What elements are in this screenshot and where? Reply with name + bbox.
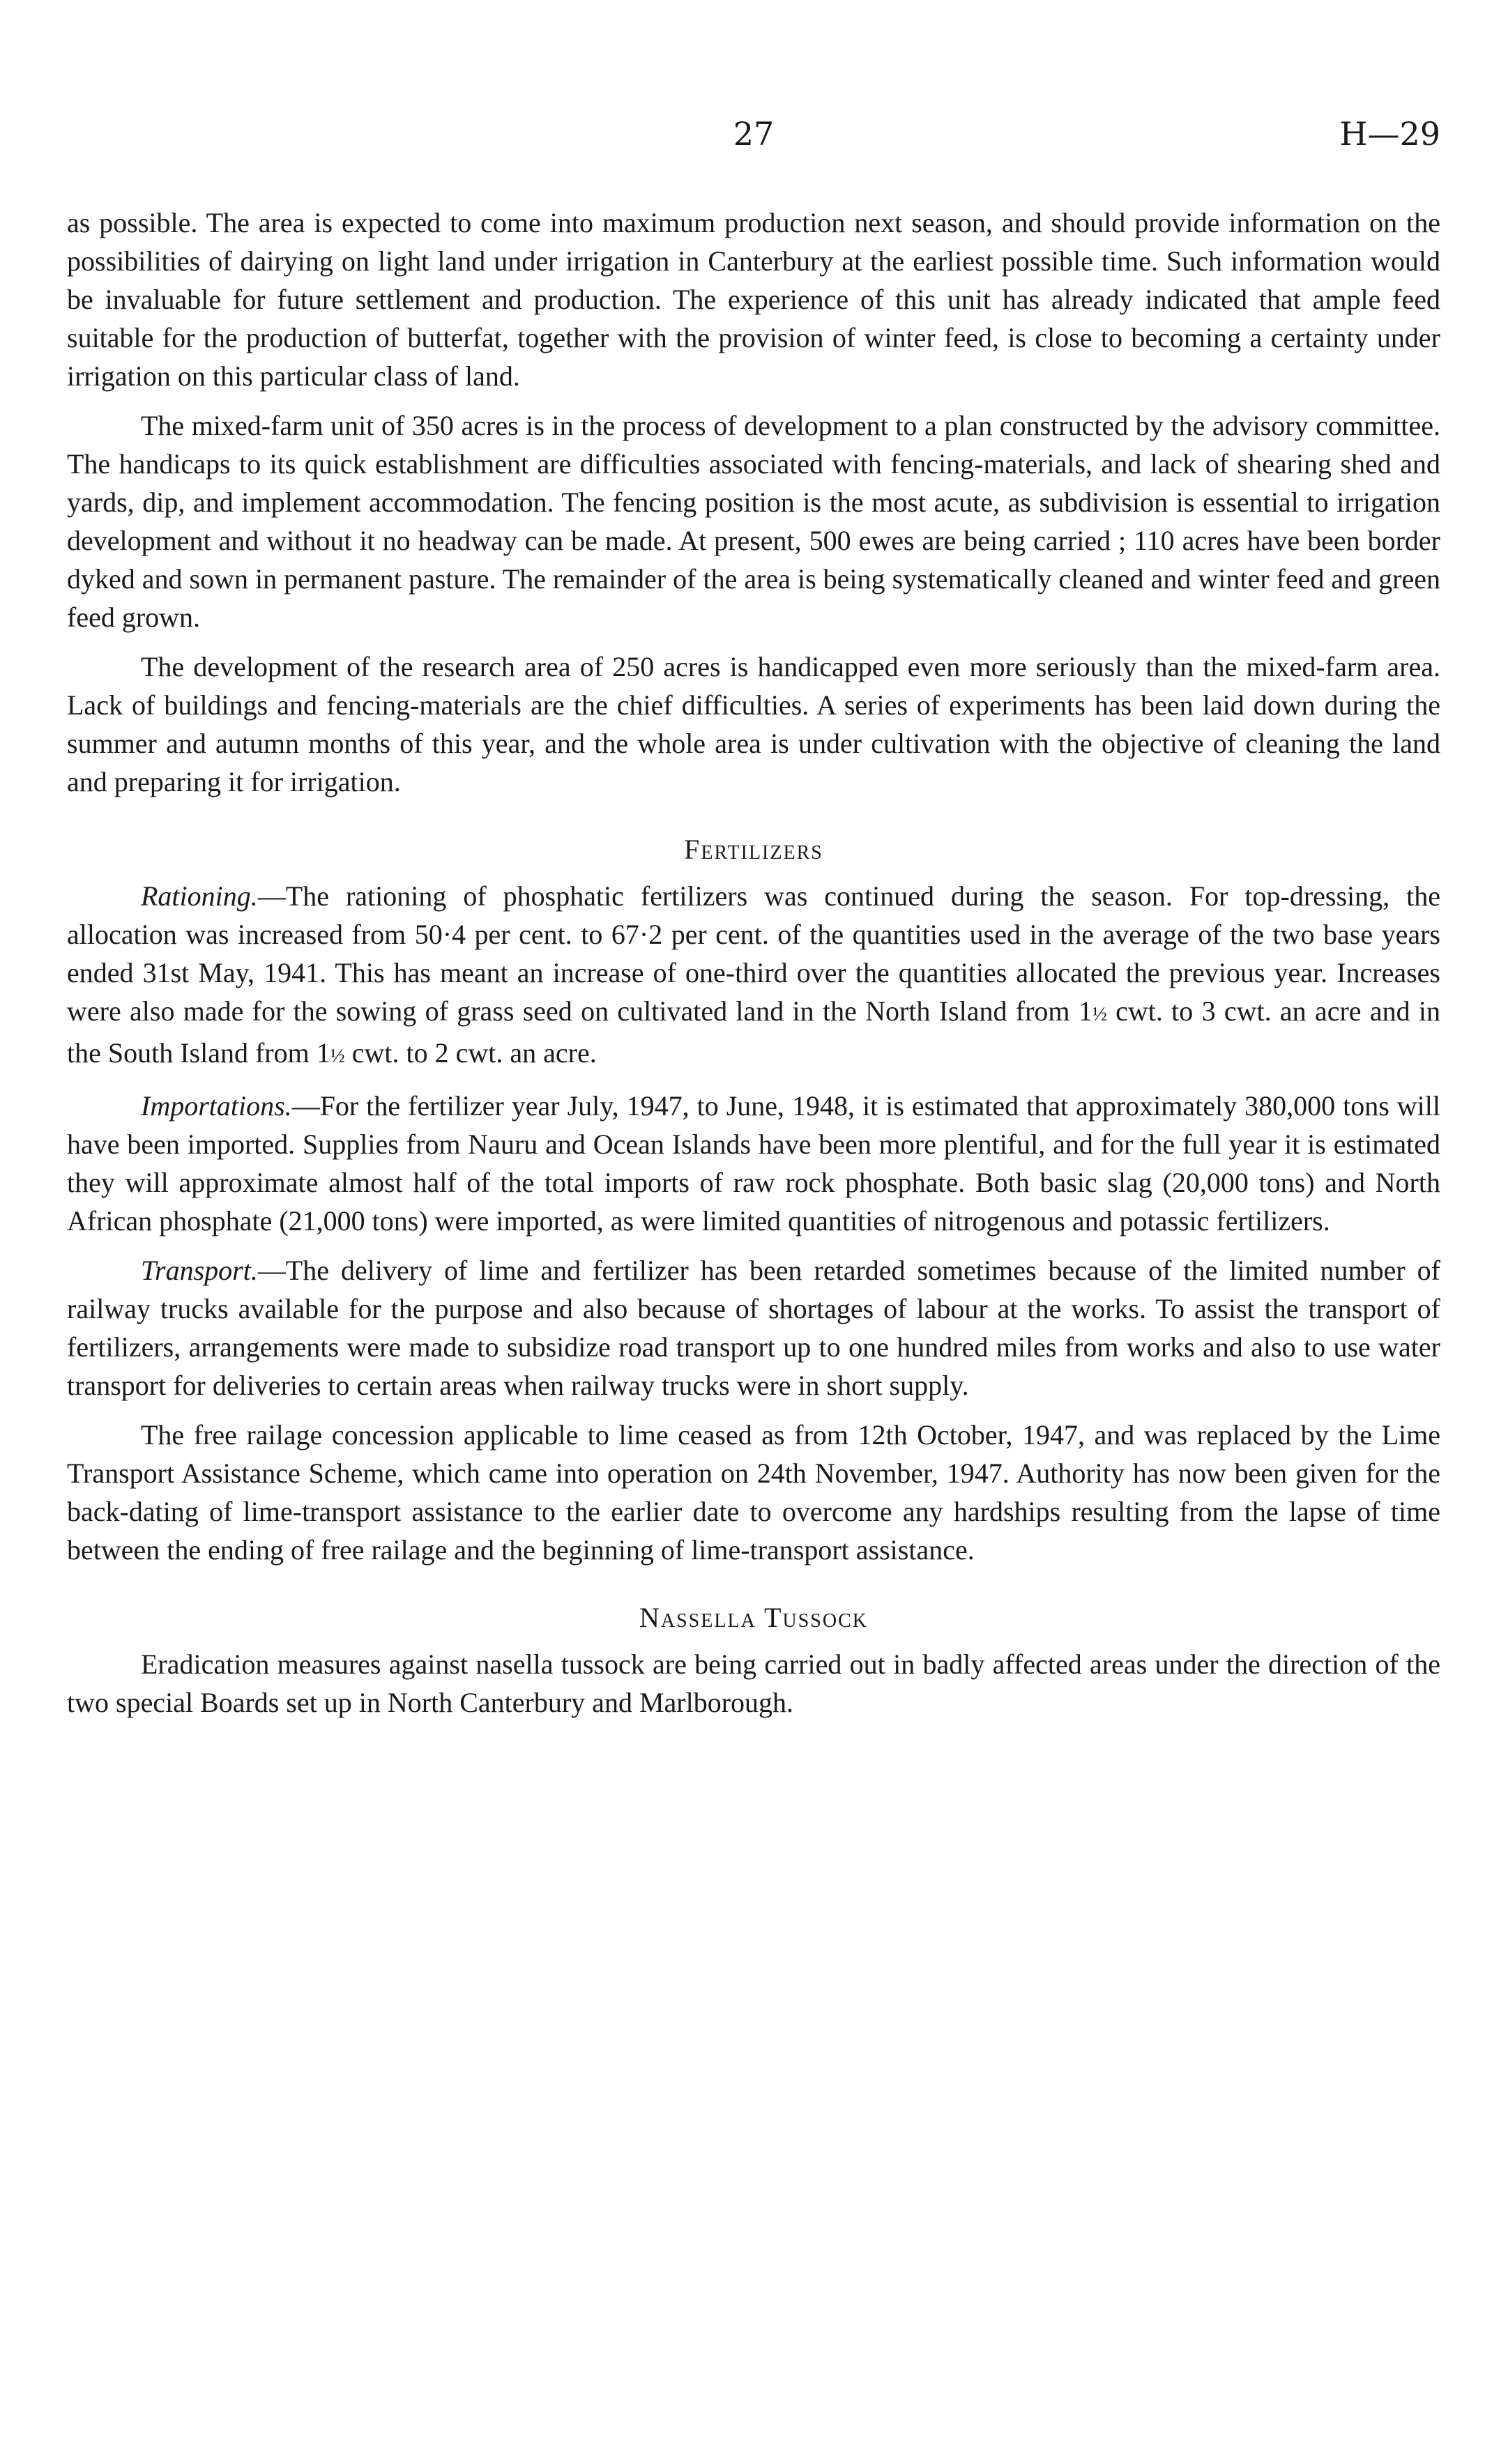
rationing-label: Rationing. [141,880,258,912]
paragraph-rationing [67,877,1440,1076]
rationing-text-part-1: —The rationing of phosphatic fertilizers was continued during the season. For top-dressing, the allocation was increased from 50·4 per cent. to 67·2 per cent. of the quantities used in the average of the two base years ended 31st May, 1941. This has meant an increase of one-third over the quantities allocated the previous year. Increases were also made for the sowing of grass seed on cultivated land in the North Island from 1 [67,880,1440,1027]
page-number: 27 [733,115,775,153]
body-text [67,204,1440,1733]
paragraph-importations [67,1087,1440,1240]
section-heading-nassella-tussock: Nassella Tussock [639,1602,868,1633]
paragraph-nassella-eradication: Eradication measures against nasella tussock are being carried out in badly affected areas under the direction of the two special Boards set up in North Canterbury and Marlborough. [67,1648,1440,1718]
fraction-one-half: ½ [1092,1004,1107,1025]
paragraph-mixed-farm-unit: The mixed-farm unit of 350 acres is in the process of development to a plan constructed by the advisory committee. The handicaps to its quick establishment are difficulties associated with fencing-materials, and lack of shearing shed and yards, dip, and implement accommodation. The fencing position is the most acute, as subdivision is essential to irrigation development and without it no headway can be made. At present, 500 ewes are being carried ; 110 acres have been border dyked and sown in permanent pasture. The remainder of the area is being systematically cleaned and winter feed and green feed grown. [67,410,1440,633]
document-code: H—29 [1339,115,1440,153]
transport-label: Transport. [141,1255,258,1286]
fraction-one-half: ½ [330,1046,345,1067]
transport-text: —The delivery of lime and fertilizer has been retarded sometimes because of the limited number of railway trucks available for the purpose and also because of shortages of labour at the works. To assist the transport of fertilizers, arrangements were made to subsidize road transport up to one hundred miles from works and also to use water transport for deliveries to certain areas when railway trucks were in short supply. [67,1255,1440,1401]
section-heading-fertilizers: Fertilizers [684,834,823,865]
paragraph-research-area: The development of the research area of 250 acres is handicapped even more seriously than the mixed-farm area. Lack of buildings and fencing-materials are the chief difficulties. A series of experiments has been laid down during the summer and autumn months of this year, and the whole area is under cultivation with the objective of cleaning the land and preparing it for irrigation. [67,651,1440,797]
page-header [67,115,1440,164]
importations-label: Importations. [141,1090,292,1122]
rationing-text-part-2: cwt. to 3 cwt. an acre and in the South Island from 1 [67,995,1440,1069]
rationing-text-part-3: cwt. to 2 cwt. an acre. [344,1037,597,1069]
paragraph-free-railage: The free railage concession applicable to lime ceased as from 12th October, 1947, and was replaced by the Lime Transport Assistance Scheme, which came into operation on 24th November, 1947. Authority has now been given for the back-dating of lime-transport assistance to the earlier date to overcome any hardships resulting from the lapse of time between the ending of free railage and the beginning of lime-transport assistance. [67,1419,1440,1566]
paragraph-transport [67,1251,1440,1405]
importations-text: —For the fertilizer year July, 1947, to June, 1948, it is estimated that approximately 380,000 tons will have been imported. Supplies from Nauru and Ocean Islands have been more plentiful, and for the full year it is estimated they will approximate almost half of the total imports of raw rock phosphate. Both basic slag (20,000 tons) and North African phosphate (21,000 tons) were imported, as were limited quantities of nitrogenous and potassic fertilizers. [67,1090,1440,1237]
paragraph-continuation: as possible. The area is expected to come into maximum production next season, and should provide information on the possibilities of dairying on light land under irrigation in Canterbury at the earliest possible time. Such information would be invaluable for future settlement and production. The experience of this unit has already indicated that ample feed suitable for the production of butterfat, together with the provision of winter feed, is close to becoming a certainty under irrigation on this particular class of land. [67,207,1440,392]
